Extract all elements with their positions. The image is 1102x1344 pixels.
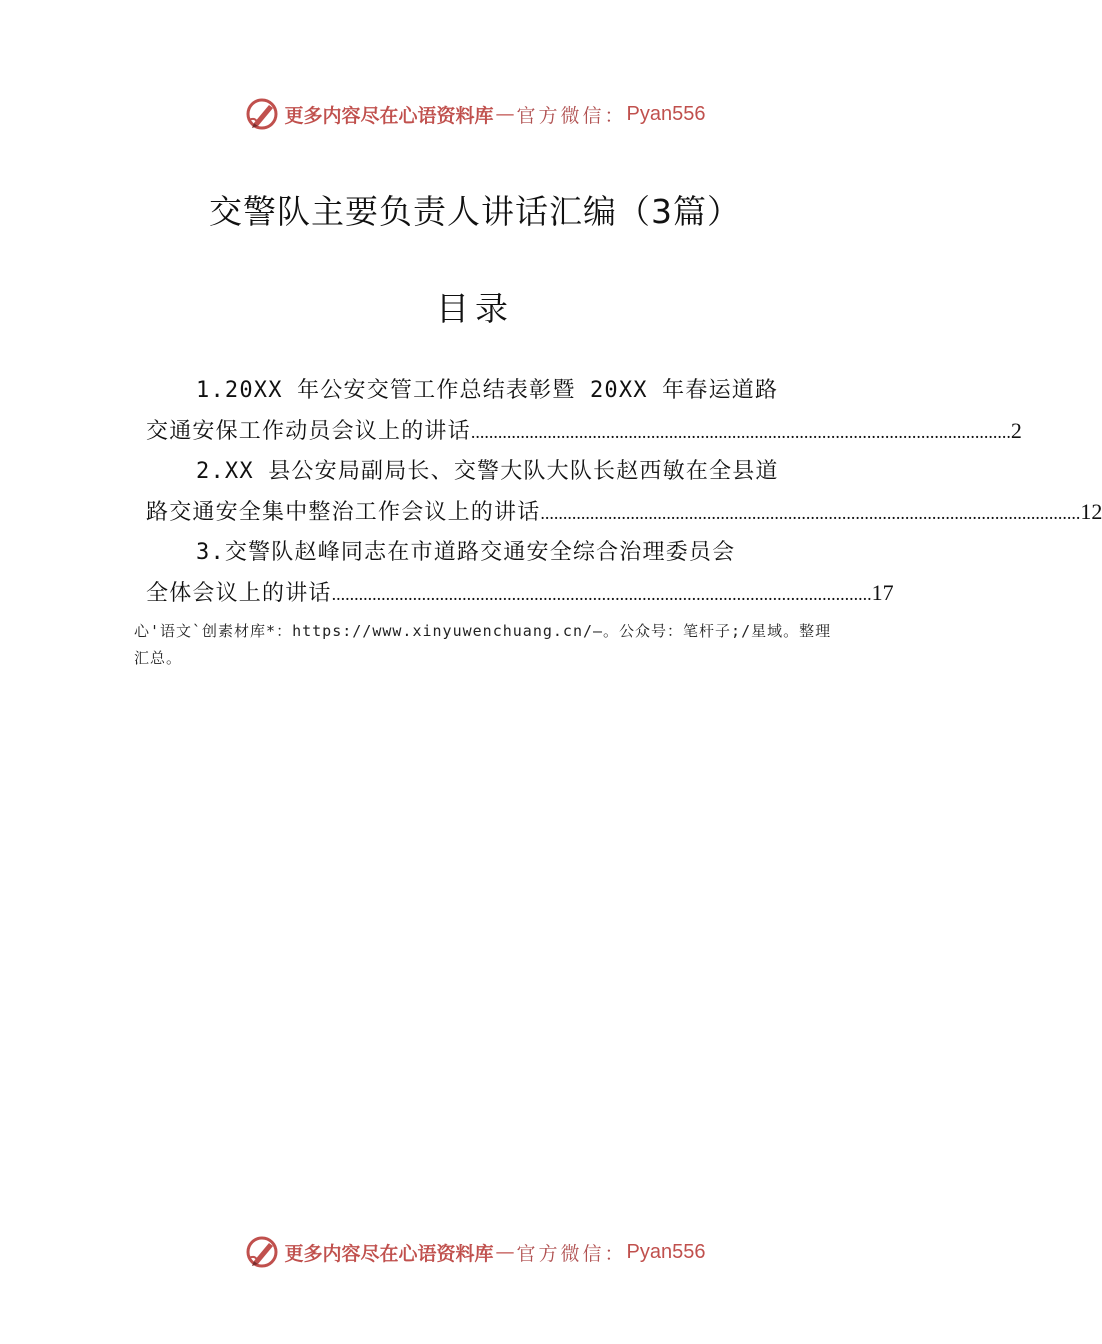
library-text: 更多内容尽在心语资料库 <box>284 104 494 127</box>
toc-heading: 目录 <box>436 289 514 328</box>
toc-leader-dots: ........................................................................................................................ <box>470 422 1011 442</box>
toc-entry-2-line2: 路交通安全集中整治工作会议上的讲话 <box>146 500 541 525</box>
toc-entry-1-line2: 交通安保工作动员会议上的讲话 <box>146 419 471 444</box>
banner-dash: — <box>495 1241 515 1263</box>
header-banner <box>0 94 950 134</box>
toc-leader-dots: ........................................................................................................................ <box>540 503 1081 523</box>
wechat-id: Pyan556 <box>626 102 706 125</box>
source-note: 心'语文`创素材库*：https://www.xinyuwenchuang.cn/—。公众号：笔杆子;/星域。整理汇总。 <box>134 622 832 667</box>
toc-entry-3-line2: 全体会议上的讲话 <box>146 581 332 606</box>
toc-entry-3-page: 17 <box>871 580 894 605</box>
wechat-label: 官方微信： <box>516 1242 627 1265</box>
toc-leader-dots: ........................................................................................................................ <box>331 584 872 604</box>
pen-logo-icon <box>245 1235 279 1269</box>
toc-entry-1-line1: 1.20XX 年公安交管工作总结表彰暨 20XX 年春运道路 <box>196 378 779 403</box>
document-title: 交警队主要负责人讲话汇编（3篇） <box>209 192 741 231</box>
toc-entry-1[interactable] <box>146 416 1022 447</box>
toc-entry-3[interactable] <box>146 578 894 609</box>
library-text: 更多内容尽在心语资料库 <box>284 1242 494 1265</box>
toc-entry-2-line1: 2.XX 县公安局副局长、交警大队大队长赵西敏在全县道 <box>196 459 779 484</box>
toc-entry-1-page: 2 <box>1010 418 1022 443</box>
wechat-label: 官方微信： <box>516 104 627 127</box>
toc-entry-2-page: 12 <box>1080 499 1102 524</box>
pen-logo-icon <box>245 97 279 131</box>
banner-dash: — <box>495 103 515 125</box>
toc-entry-3-line1: 3.交警队赵峰同志在市道路交通安全综合治理委员会 <box>196 540 736 565</box>
wechat-id: Pyan556 <box>626 1240 706 1263</box>
footer-banner <box>0 1232 950 1272</box>
toc-entry-2[interactable] <box>146 497 1102 528</box>
